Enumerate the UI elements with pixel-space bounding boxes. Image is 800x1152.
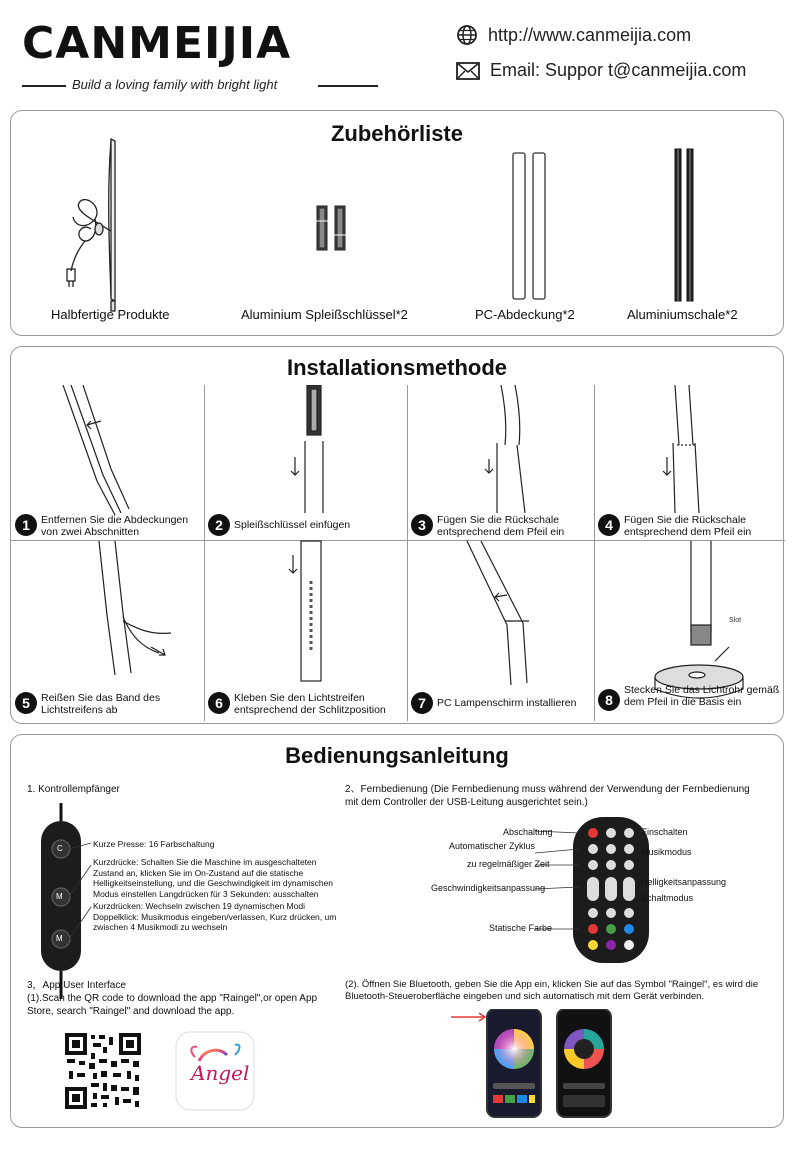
step-text: Kleben Sie den Lichtstreifen entsprechend der Schlitzposition xyxy=(234,692,386,716)
remote-label-static-color: Statische Farbe xyxy=(489,923,553,933)
step-1-drawing xyxy=(63,385,129,515)
step-2-drawing xyxy=(291,385,323,513)
controller-c-button[interactable]: C xyxy=(57,844,63,853)
remote-label-music: Musikmodus xyxy=(641,847,692,857)
remote-label-speed: Geschwindigkeitsanpassung xyxy=(431,883,546,893)
step-2 xyxy=(204,511,397,541)
email-row xyxy=(456,60,746,81)
brand-logo: CANMEIJIA xyxy=(22,18,292,69)
website-row xyxy=(456,24,691,46)
splice-key-icon xyxy=(315,206,347,250)
step-text: Spleißschlüssel einfügen xyxy=(234,519,351,531)
remote-label-auto-cycle: Automatischer Zyklus xyxy=(449,841,536,851)
accessory-label: Aluminium Spleißschlüssel*2 xyxy=(241,307,408,322)
step-text: Entfernen Sie die Abdeckungen von zwei Abschnitten xyxy=(41,514,189,538)
accessories-section xyxy=(10,110,784,336)
bluetooth-instructions: (2). Öffnen Sie Bluetooth, geben Sie die App ein, klicken Sie auf das Symbol "Raingel", es wird die Bluetooth-Steueroberfläche eingeben und sich automatisch mit dem Gerät verbinden. xyxy=(345,979,759,1002)
step-text: Stecken Sie das Lichtrohr gemäß dem Pfeil in die Basis ein xyxy=(624,684,780,708)
step-7-drawing xyxy=(467,541,529,685)
m-button-description: Kurzdrücke: Schalten Sie die Maschine im ausgeschalteten Zustand an, klicken Sie im On-Zustand auf die statische Helligkeitseinstellung, und die Geschwindigkeit im dynamischen Modus einstellen Langdrücken für 3 Sekunden: ausschalten xyxy=(93,857,334,899)
step-text: PC Lampenschirm installieren xyxy=(437,697,577,709)
step-5 xyxy=(11,689,204,719)
step-number: 1 xyxy=(15,514,37,536)
controller-heading: 1. Kontrollempfänger xyxy=(27,784,120,795)
remote-label-off: Abschaltung xyxy=(503,827,553,837)
step-text: Reißen Sie das Band des Lichtstreifens ab xyxy=(41,692,161,716)
installation-grid xyxy=(11,385,785,721)
email-link[interactable]: Email: Suppor t@canmeijia.com xyxy=(490,60,747,80)
website-link[interactable]: http://www.canmeijia.com xyxy=(488,24,692,45)
remote-label-on: Einschalten xyxy=(641,827,688,837)
step-number: 7 xyxy=(411,692,433,714)
remote-leader-lines xyxy=(535,825,643,935)
installation-section xyxy=(10,346,784,724)
step-3-drawing xyxy=(485,385,525,513)
slot-label: Slot xyxy=(729,617,742,624)
accessory-label: PC-Abdeckung*2 xyxy=(475,307,575,322)
step-6-drawing xyxy=(289,541,321,681)
operation-title: Bedienungsanleitung xyxy=(285,743,509,768)
qr-code-icon[interactable] xyxy=(63,1031,143,1111)
step-7 xyxy=(407,689,600,719)
step-6 xyxy=(204,689,397,719)
remote-label-brightness: Helligkeitsanpassung xyxy=(641,877,727,887)
step-8 xyxy=(594,681,787,721)
remote-label-timer: zu regelmäßiger Zeit xyxy=(467,859,550,869)
step-4 xyxy=(594,511,787,541)
step-number: 3 xyxy=(411,514,433,536)
globe-icon xyxy=(456,24,478,46)
step-number: 4 xyxy=(598,514,620,536)
operation-section xyxy=(10,734,784,1128)
tagline-bar xyxy=(22,76,378,96)
accessory-label: Aluminiumschale*2 xyxy=(627,307,738,322)
step-text: Fügen Sie die Rückschale entsprechend dem Pfeil ein xyxy=(437,514,565,538)
app-screenshots xyxy=(451,1009,621,1121)
step-text: Fügen Sie die Rückschale entsprechend dem Pfeil ein xyxy=(624,514,752,538)
app-heading: 3，App User Interface xyxy=(27,980,126,991)
pc-cover-icon xyxy=(513,153,545,299)
app-logo-text: Angel xyxy=(191,1061,250,1085)
remote-label-mode: Schaltmodus xyxy=(641,893,694,903)
app-description: (1).Scan the QR code to download the app "Raingel",or open App Store, search "Raingel" and download the app. xyxy=(27,993,318,1017)
controller-m1-button[interactable]: M xyxy=(56,892,63,901)
accessories-title: Zubehörliste xyxy=(330,121,463,146)
installation-title: Installationsmethode xyxy=(286,355,508,380)
installation-illustrations xyxy=(11,385,785,721)
aluminium-shell-icon xyxy=(675,149,693,301)
step-number: 6 xyxy=(208,692,230,714)
step-1 xyxy=(11,511,204,541)
step-number: 2 xyxy=(208,514,230,536)
accessory-label: Halbfertige Produkte xyxy=(51,307,170,322)
step-3 xyxy=(407,511,600,541)
step-number: 5 xyxy=(15,692,37,714)
step-4-drawing xyxy=(663,385,699,513)
m2-button-description: Kurzdrücken: Wechseln zwischen 19 dynamischen Modi Doppelklick: Musikmodus eingeben/verlassen, Kurz drücken, um zwischen 4 Musikmodi zu wechseln xyxy=(93,901,337,932)
controller-leader-lines xyxy=(69,835,95,945)
controller-m2-button[interactable]: M xyxy=(56,934,63,943)
envelope-icon xyxy=(456,62,480,80)
step-5-drawing xyxy=(99,541,171,675)
step-number: 8 xyxy=(598,689,620,711)
semi-finished-product-icon xyxy=(67,139,115,311)
tagline: Build a loving family with bright light xyxy=(72,77,278,92)
accessories-illustration xyxy=(11,111,785,337)
c-button-description: Kurze Presse: 16 Farbschaltung xyxy=(93,839,215,849)
remote-heading: 2、Fernbedienung (Die Fernbedienung muss während der Verwendung der Fernbedienung mit dem Controller der USB-Leitung ausgerichtet sein.) xyxy=(345,784,750,808)
